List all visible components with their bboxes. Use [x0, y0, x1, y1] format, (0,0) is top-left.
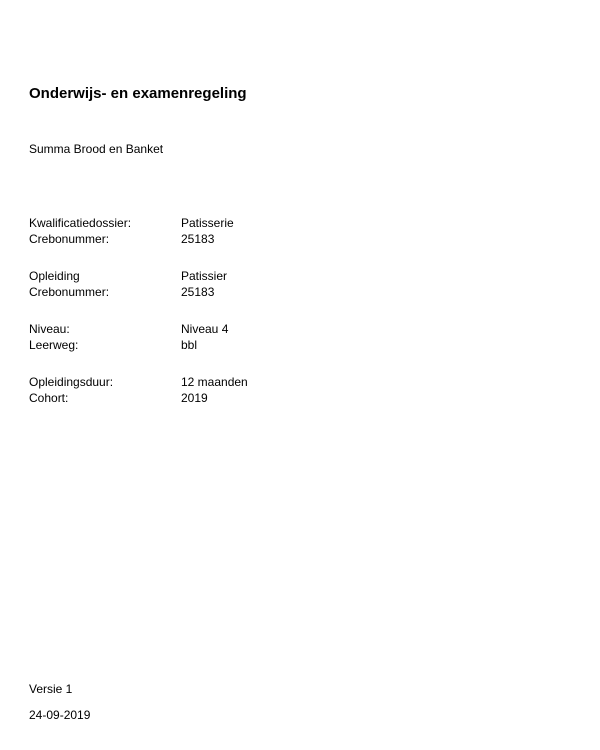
page-title: Onderwijs- en examenregeling	[29, 85, 247, 102]
duration-group	[29, 374, 389, 406]
version-label: Versie 1	[29, 682, 73, 696]
qualification-crebo-row	[29, 231, 389, 247]
learning-path-value: bbl	[181, 338, 198, 352]
education-crebo-row	[29, 284, 389, 300]
level-value: Niveau 4	[181, 322, 229, 336]
level-group	[29, 321, 389, 353]
learning-path-label: Leerweg:	[29, 338, 79, 352]
duration-value: 12 maanden	[181, 375, 248, 389]
duration-row	[29, 374, 389, 390]
duration-label: Opleidingsduur:	[29, 375, 114, 389]
education-group	[29, 268, 389, 300]
cohort-label: Cohort:	[29, 391, 69, 405]
education-crebo-label: Crebonummer:	[29, 285, 110, 299]
education-row	[29, 268, 389, 284]
qualification-label: Kwalificatiedossier:	[29, 216, 132, 230]
education-label: Opleiding	[29, 269, 80, 283]
qualification-row	[29, 215, 389, 231]
document-date: 24-09-2019	[29, 708, 91, 722]
cohort-row	[29, 390, 389, 406]
learning-path-row	[29, 337, 389, 353]
qualification-crebo-label: Crebonummer:	[29, 232, 110, 246]
education-value: Patissier	[181, 269, 228, 283]
qualification-group	[29, 215, 389, 247]
qualification-value: Patisserie	[181, 216, 234, 230]
level-row	[29, 321, 389, 337]
organization-name: Summa Brood en Banket	[29, 142, 164, 156]
document-details	[29, 215, 389, 427]
education-crebo-value: 25183	[181, 285, 215, 299]
qualification-crebo-value: 25183	[181, 232, 215, 246]
cohort-value: 2019	[181, 391, 208, 405]
level-label: Niveau:	[29, 322, 70, 336]
